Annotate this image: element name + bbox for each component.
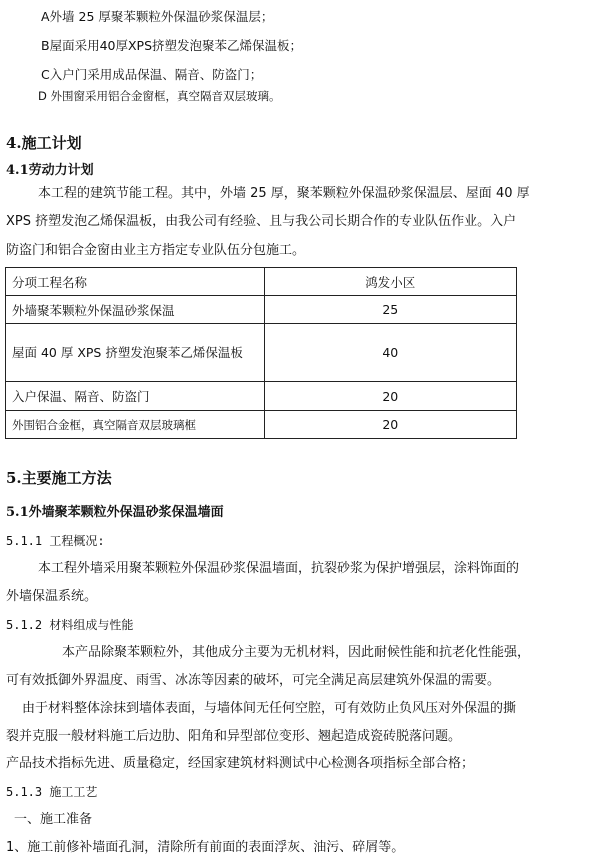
paragraph-line: XPS 挤塑发泡乙烯保温板，由我公司有经验、且与我公司长期合作的专业队伍作业。入户 bbox=[6, 214, 517, 229]
paragraph-line: 裂并克服一般材料施工后边肋、阳角和异型部位变形、翘起造成瓷砖脱落问题。 bbox=[6, 729, 462, 744]
paragraph-line: 本工程外墙采用聚苯颗粒外保温砂浆保温墙面，抗裂砂浆为保护增强层，涂料饰面的 bbox=[38, 561, 520, 576]
table-cell-name: 入户保温、隔音、防盗门 bbox=[6, 382, 265, 411]
table-header-cell: 鸿发小区 bbox=[264, 268, 516, 296]
paragraph-line: 产品技术指标先进、质量稳定，经国家建筑材料测试中心检测各项指标全部合格； bbox=[6, 756, 475, 771]
table-row bbox=[6, 382, 517, 411]
table-cell-value: 40 bbox=[264, 324, 516, 382]
table-cell-value: 20 bbox=[264, 382, 516, 411]
material-item-d: D 外围窗采用铝合金窗框，真空隔音双层玻璃。 bbox=[38, 89, 281, 103]
table-cell-value: 25 bbox=[264, 296, 516, 324]
section-5-1-heading: 5.1外墙聚苯颗粒外保温砂浆保温墙面 bbox=[6, 505, 224, 520]
table-row bbox=[6, 296, 517, 324]
paragraph-line: 可有效抵御外界温度、雨雪、冰冻等因素的破坏，可完全满足高层建筑外保温的需要。 bbox=[6, 673, 501, 688]
section-5-1-1-heading: 5.1.1 工程概况: bbox=[6, 534, 105, 548]
paragraph-line: 外墙保温系统。 bbox=[6, 589, 98, 604]
material-item-b: B屋面采用40厚XPS挤塑发泡聚苯乙烯保温板； bbox=[41, 38, 303, 53]
table-header-cell: 分项工程名称 bbox=[6, 268, 265, 296]
material-item-c: C入户门采用成品保温、隔音、防盗门； bbox=[41, 67, 263, 82]
section-5-1-3-heading: 5.1.3 施工工艺 bbox=[6, 785, 98, 799]
paragraph-line: 本工程的建筑节能工程。其中，外墙 25 厚，聚苯颗粒外保温砂浆保温层、屋面 40 厚 bbox=[38, 186, 530, 201]
paragraph-line: 由于材料整体涂抹到墙体表面，与墙体间无任何空腔，可有效防止负风压对外保温的撕 bbox=[22, 701, 517, 716]
table-row bbox=[6, 411, 517, 439]
section-5-1-2-heading: 5.1.2 材料组成与性能 bbox=[6, 618, 134, 632]
material-item-a: A外墙 25 厚聚苯颗粒外保温砂浆保温层； bbox=[41, 9, 274, 24]
labor-table bbox=[5, 267, 517, 439]
section-5-heading: 5.主要施工方法 bbox=[6, 469, 112, 487]
prep-item: 1、施工前修补墙面孔洞，清除所有前面的表面浮灰、油污、碎屑等。 bbox=[6, 840, 405, 855]
construction-prep-heading: 一、施工准备 bbox=[14, 812, 93, 827]
table-cell-name: 外围铝合金框，真空隔音双层玻璃框 bbox=[6, 411, 265, 439]
table-header-row bbox=[6, 268, 517, 296]
section-4-1-heading: 4.1劳动力计划 bbox=[6, 163, 94, 178]
section-4-heading: 4.施工计划 bbox=[6, 134, 82, 152]
paragraph-line: 本产品除聚苯颗粒外，其他成分主要为无机材料，因此耐候性能和抗老化性能强， bbox=[62, 645, 531, 660]
table-cell-value: 20 bbox=[264, 411, 516, 439]
table-row bbox=[6, 324, 517, 382]
paragraph-line: 防盗门和铝合金窗由业主方指定专业队伍分包施工。 bbox=[6, 243, 306, 258]
table-cell-name: 外墙聚苯颗粒外保温砂浆保温 bbox=[6, 296, 265, 324]
table-cell-name: 屋面 40 厚 XPS 挤塑发泡聚苯乙烯保温板 bbox=[6, 324, 265, 382]
